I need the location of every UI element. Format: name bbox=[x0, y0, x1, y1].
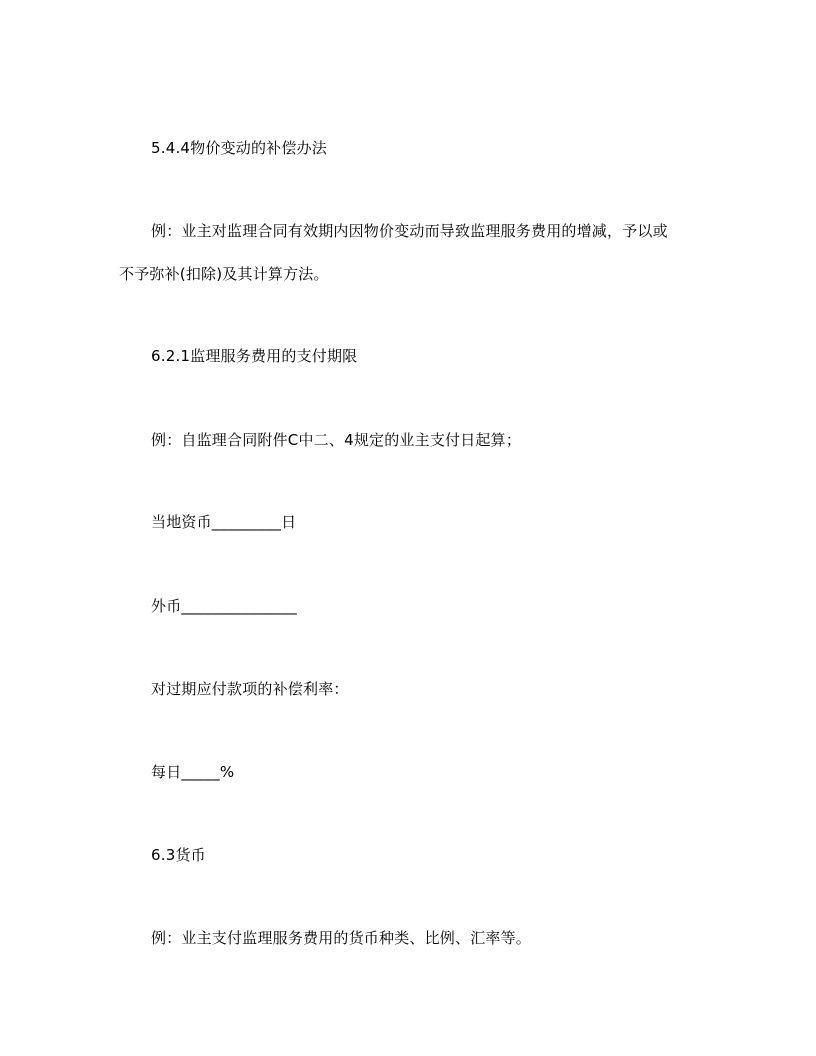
example-paragraph-line-1: 例：业主对监理合同有效期内因物价变动而导致监理服务费用的增减，予以或 bbox=[151, 222, 668, 240]
section-heading-payment-period: 6.2.1监理服务费用的支付期限 bbox=[151, 347, 358, 365]
local-currency-days-field: 当地资币_________日 bbox=[151, 513, 297, 531]
daily-rate-field: 每日_____% bbox=[151, 763, 235, 781]
example-paragraph-line-2: 不予弥补(扣除)及其计算方法。 bbox=[119, 265, 329, 283]
overdue-compensation-rate-label: 对过期应付款项的补偿利率： bbox=[151, 680, 349, 698]
section-heading-currency: 6.3货币 bbox=[151, 846, 206, 864]
example-payment-start: 例：自监理合同附件C中二、4规定的业主支付日起算； bbox=[151, 431, 522, 449]
section-heading-price-change-compensation: 5.4.4物价变动的补偿办法 bbox=[151, 139, 327, 157]
foreign-currency-field: 外币_______________ bbox=[151, 597, 297, 615]
example-currency-details: 例：业主支付监理服务费用的货币种类、比例、汇率等。 bbox=[151, 929, 532, 947]
